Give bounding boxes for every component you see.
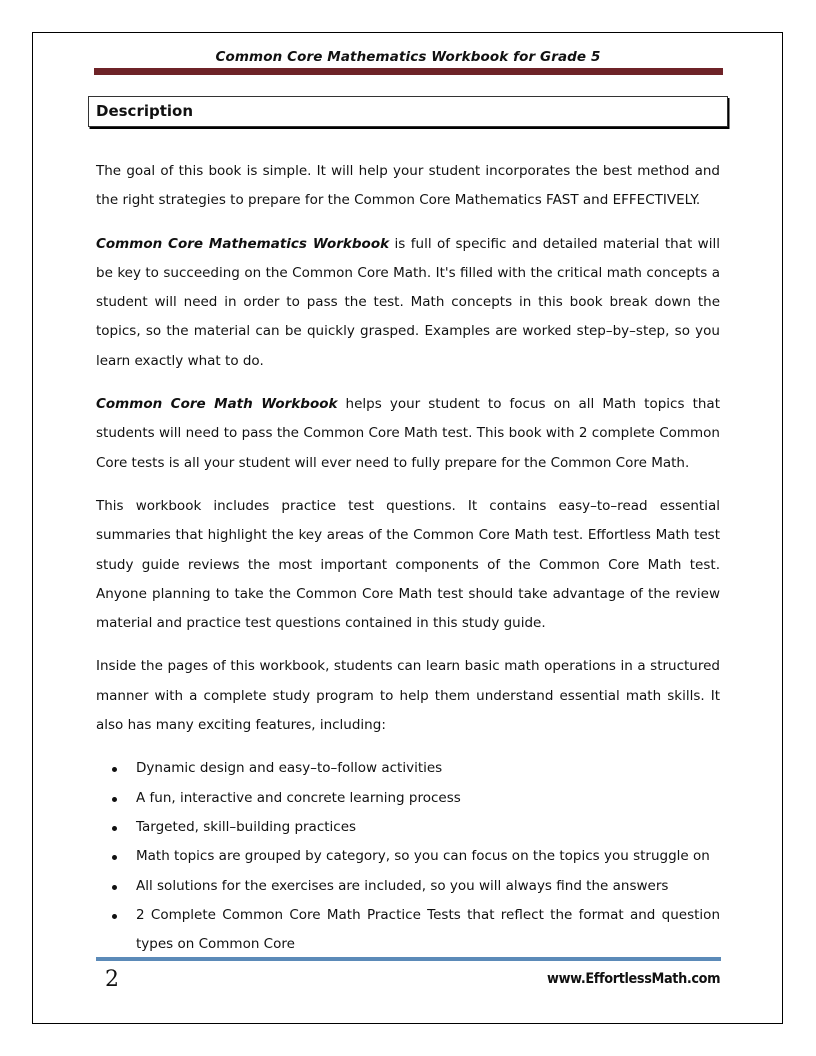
header-rule [94, 68, 723, 75]
running-header: Common Core Mathematics Workbook for Grade 5 [215, 49, 601, 65]
list-item [96, 872, 720, 901]
list-item [96, 813, 720, 842]
list-item [96, 842, 720, 871]
section-heading-box [88, 96, 728, 127]
bullet-icon [112, 914, 117, 919]
book-title-emphasis: Common Core Math Workbook [96, 396, 338, 413]
list-item-text: Math topics are grouped by category, so you can focus on the topics you struggle on [136, 848, 710, 865]
bullet-icon [112, 826, 117, 831]
list-item [96, 901, 720, 960]
list-item-text: A fun, interactive and concrete learning process [136, 789, 461, 806]
paragraph-text: helps your student to focus on all Math topics that students will need to pass the Common Core Math test. This book with 2 complete Common Core tests is all your student will ever need to fully prepare for the Common Core Math. [96, 396, 720, 471]
list-item-text: Dynamic design and easy–to–follow activities [136, 760, 443, 777]
list-item-text: 2 Complete Common Core Math Practice Tests that reflect the format and question types on Common Core [136, 906, 720, 953]
section-title: Description [96, 102, 194, 120]
book-title-emphasis: Common Core Mathematics Workbook [96, 235, 390, 252]
bullet-icon [112, 855, 117, 860]
website-link[interactable]: www.EffortlessMath.com [546, 971, 720, 987]
paragraph-math-workbook [96, 390, 720, 478]
paragraph-workbook [96, 230, 720, 376]
list-item-text: Targeted, skill–building practices [136, 818, 357, 835]
bullet-icon [112, 767, 117, 772]
list-item-text: All solutions for the exercises are included, so you will always find the answers [136, 877, 669, 894]
paragraph-features-intro: Inside the pages of this workbook, students can learn basic math operations in a structured manner with a complete study program to help them understand essential math skills. It also has many exciting features, including: [96, 658, 720, 734]
bullet-icon [112, 885, 117, 890]
bullet-icon [112, 797, 117, 802]
features-list [96, 754, 720, 959]
page-number: 2 [105, 967, 119, 992]
list-item [96, 784, 720, 813]
footer-rule [96, 957, 721, 961]
list-item [96, 754, 720, 783]
paragraph-intro: The goal of this book is simple. It will help your student incorporates the best method and the right strategies to prepare for the Common Core Mathematics FAST and EFFECTIVELY. [96, 163, 720, 209]
paragraph-practice: This workbook includes practice test questions. It contains easy–to–read essential summaries that highlight the key areas of the Common Core Math test. Effortless Math test study guide reviews the most important components of the Common Core Math test. Anyone planning to take the Common Core Math test should take advantage of the review material and practice test questions contained in this study guide. [96, 497, 720, 632]
body-content [96, 157, 720, 959]
paragraph-text: is full of specific and detailed material that will be key to succeeding on the Common Core Math. It's filled with the critical math concepts a student will need in order to pass the test. Math concepts in this book break down the topics, so the material can be quickly grasped. Examples are worked step–by–step, so you learn exactly what to do. [96, 235, 720, 369]
